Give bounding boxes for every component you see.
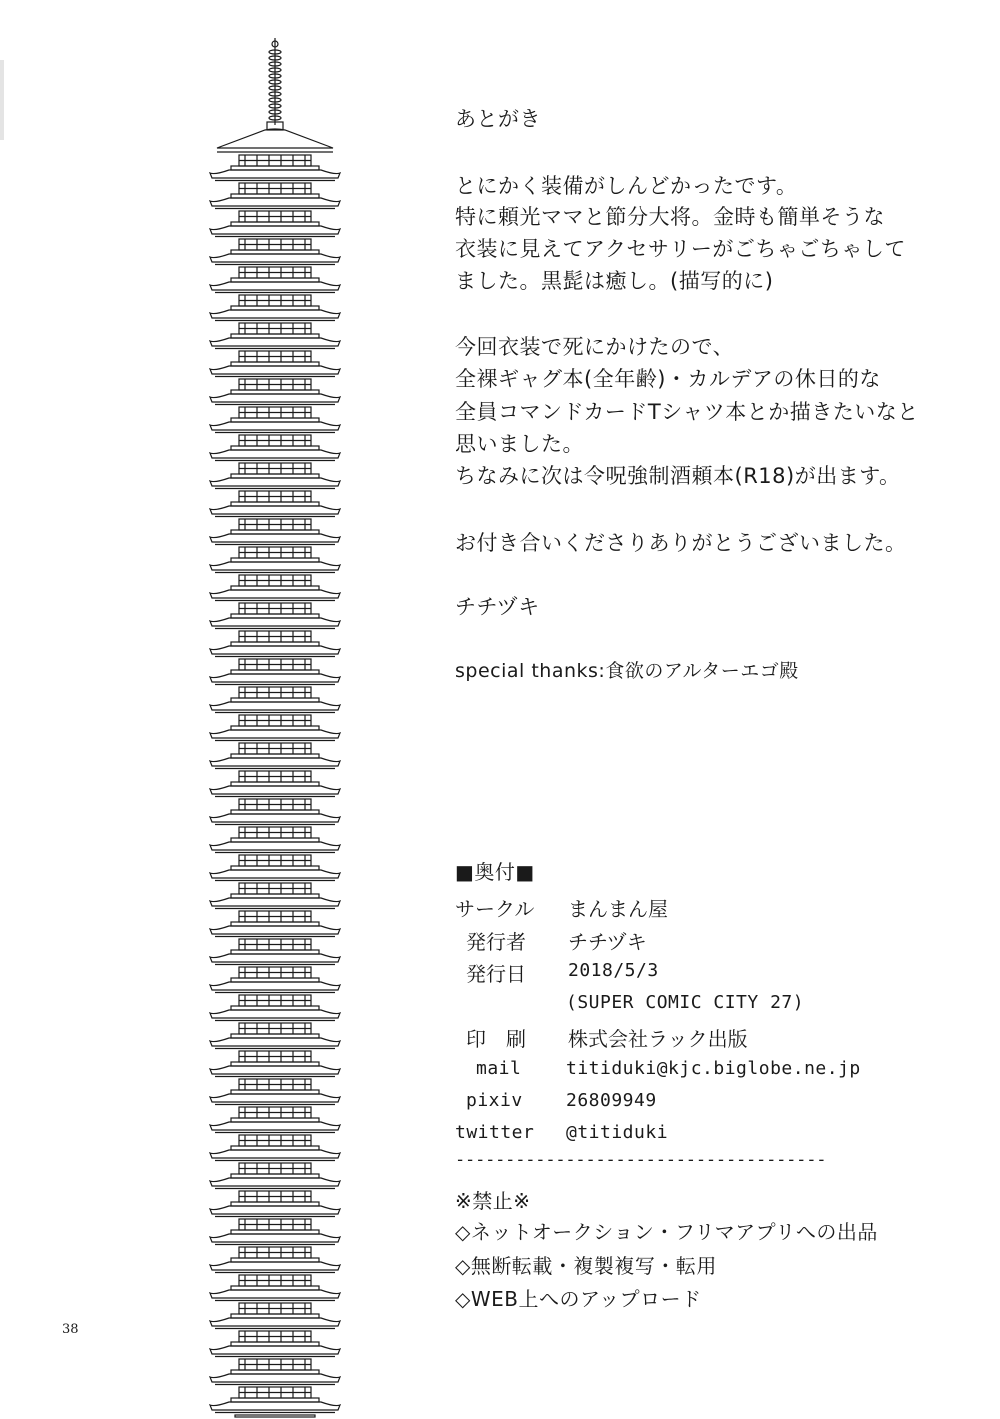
prohibited-item: ◇無断転載・複製複写・転用	[455, 1254, 717, 1278]
special-thanks: special thanks:食欲のアルターエゴ殿	[455, 660, 799, 682]
colophon-value-printer: 株式会社ラック出版	[568, 1027, 748, 1051]
page-number: 38	[62, 1322, 79, 1337]
afterword-line: 特に頼光ママと節分大将。金時も簡単そうな	[455, 205, 885, 229]
afterword-line: 全員コマンドカードTシャツ本とか描きたいなと	[455, 400, 919, 424]
colophon-value-publisher: チチヅキ	[568, 930, 647, 954]
colophon-heading: ■奥付■	[455, 860, 535, 884]
colophon-value-date: 2018/5/3	[568, 960, 659, 981]
colophon-divider: -------------------------------------	[455, 1150, 827, 1170]
pagoda-illustration	[200, 30, 350, 1419]
colophon-label-circle: サークル	[455, 897, 535, 921]
colophon-value-event: (SUPER COMIC CITY 27)	[566, 992, 805, 1013]
afterword-line: お付き合いくださりありがとうございました。	[455, 531, 907, 555]
colophon-value-pixiv: 26809949	[566, 1090, 657, 1111]
afterword-line: ちなみに次は令呪強制酒頼本(R18)が出ます。	[455, 464, 901, 488]
author-signature: チチヅキ	[455, 595, 540, 619]
colophon-label-printer: 印 刷	[466, 1027, 526, 1051]
colophon-value-circle: まんまん屋	[568, 897, 668, 921]
colophon-value-mail: titiduki@kjc.biglobe.ne.jp	[566, 1058, 861, 1079]
afterword-heading: あとがき	[455, 107, 541, 131]
colophon-value-twitter: @titiduki	[566, 1122, 669, 1143]
afterword-line: 全裸ギャグ本(全年齢)・カルデアの休日的な	[455, 367, 881, 391]
prohibited-heading: ※禁止※	[455, 1189, 531, 1213]
afterword-line: とにかく装備がしんどかったです。	[455, 174, 798, 198]
afterword-line: 今回衣装で死にかけたので、	[455, 335, 735, 359]
afterword-line: 思いました。	[455, 432, 584, 456]
afterword-line: 衣装に見えてアクセサリーがごちゃごちゃして	[455, 237, 906, 261]
colophon-label-twitter: twitter	[455, 1122, 535, 1143]
page-edge-shadow	[0, 60, 4, 140]
colophon-label-publisher: 発行者	[466, 930, 526, 954]
colophon-label-pixiv: pixiv	[466, 1090, 523, 1111]
afterword-line: ました。黒髭は癒し。(描写的に)	[455, 269, 774, 293]
prohibited-item: ◇WEB上へのアップロード	[455, 1287, 702, 1311]
colophon-label-date: 発行日	[466, 962, 526, 986]
colophon-label-mail: mail	[476, 1058, 522, 1079]
prohibited-item: ◇ネットオークション・フリマアプリへの出品	[455, 1220, 878, 1244]
